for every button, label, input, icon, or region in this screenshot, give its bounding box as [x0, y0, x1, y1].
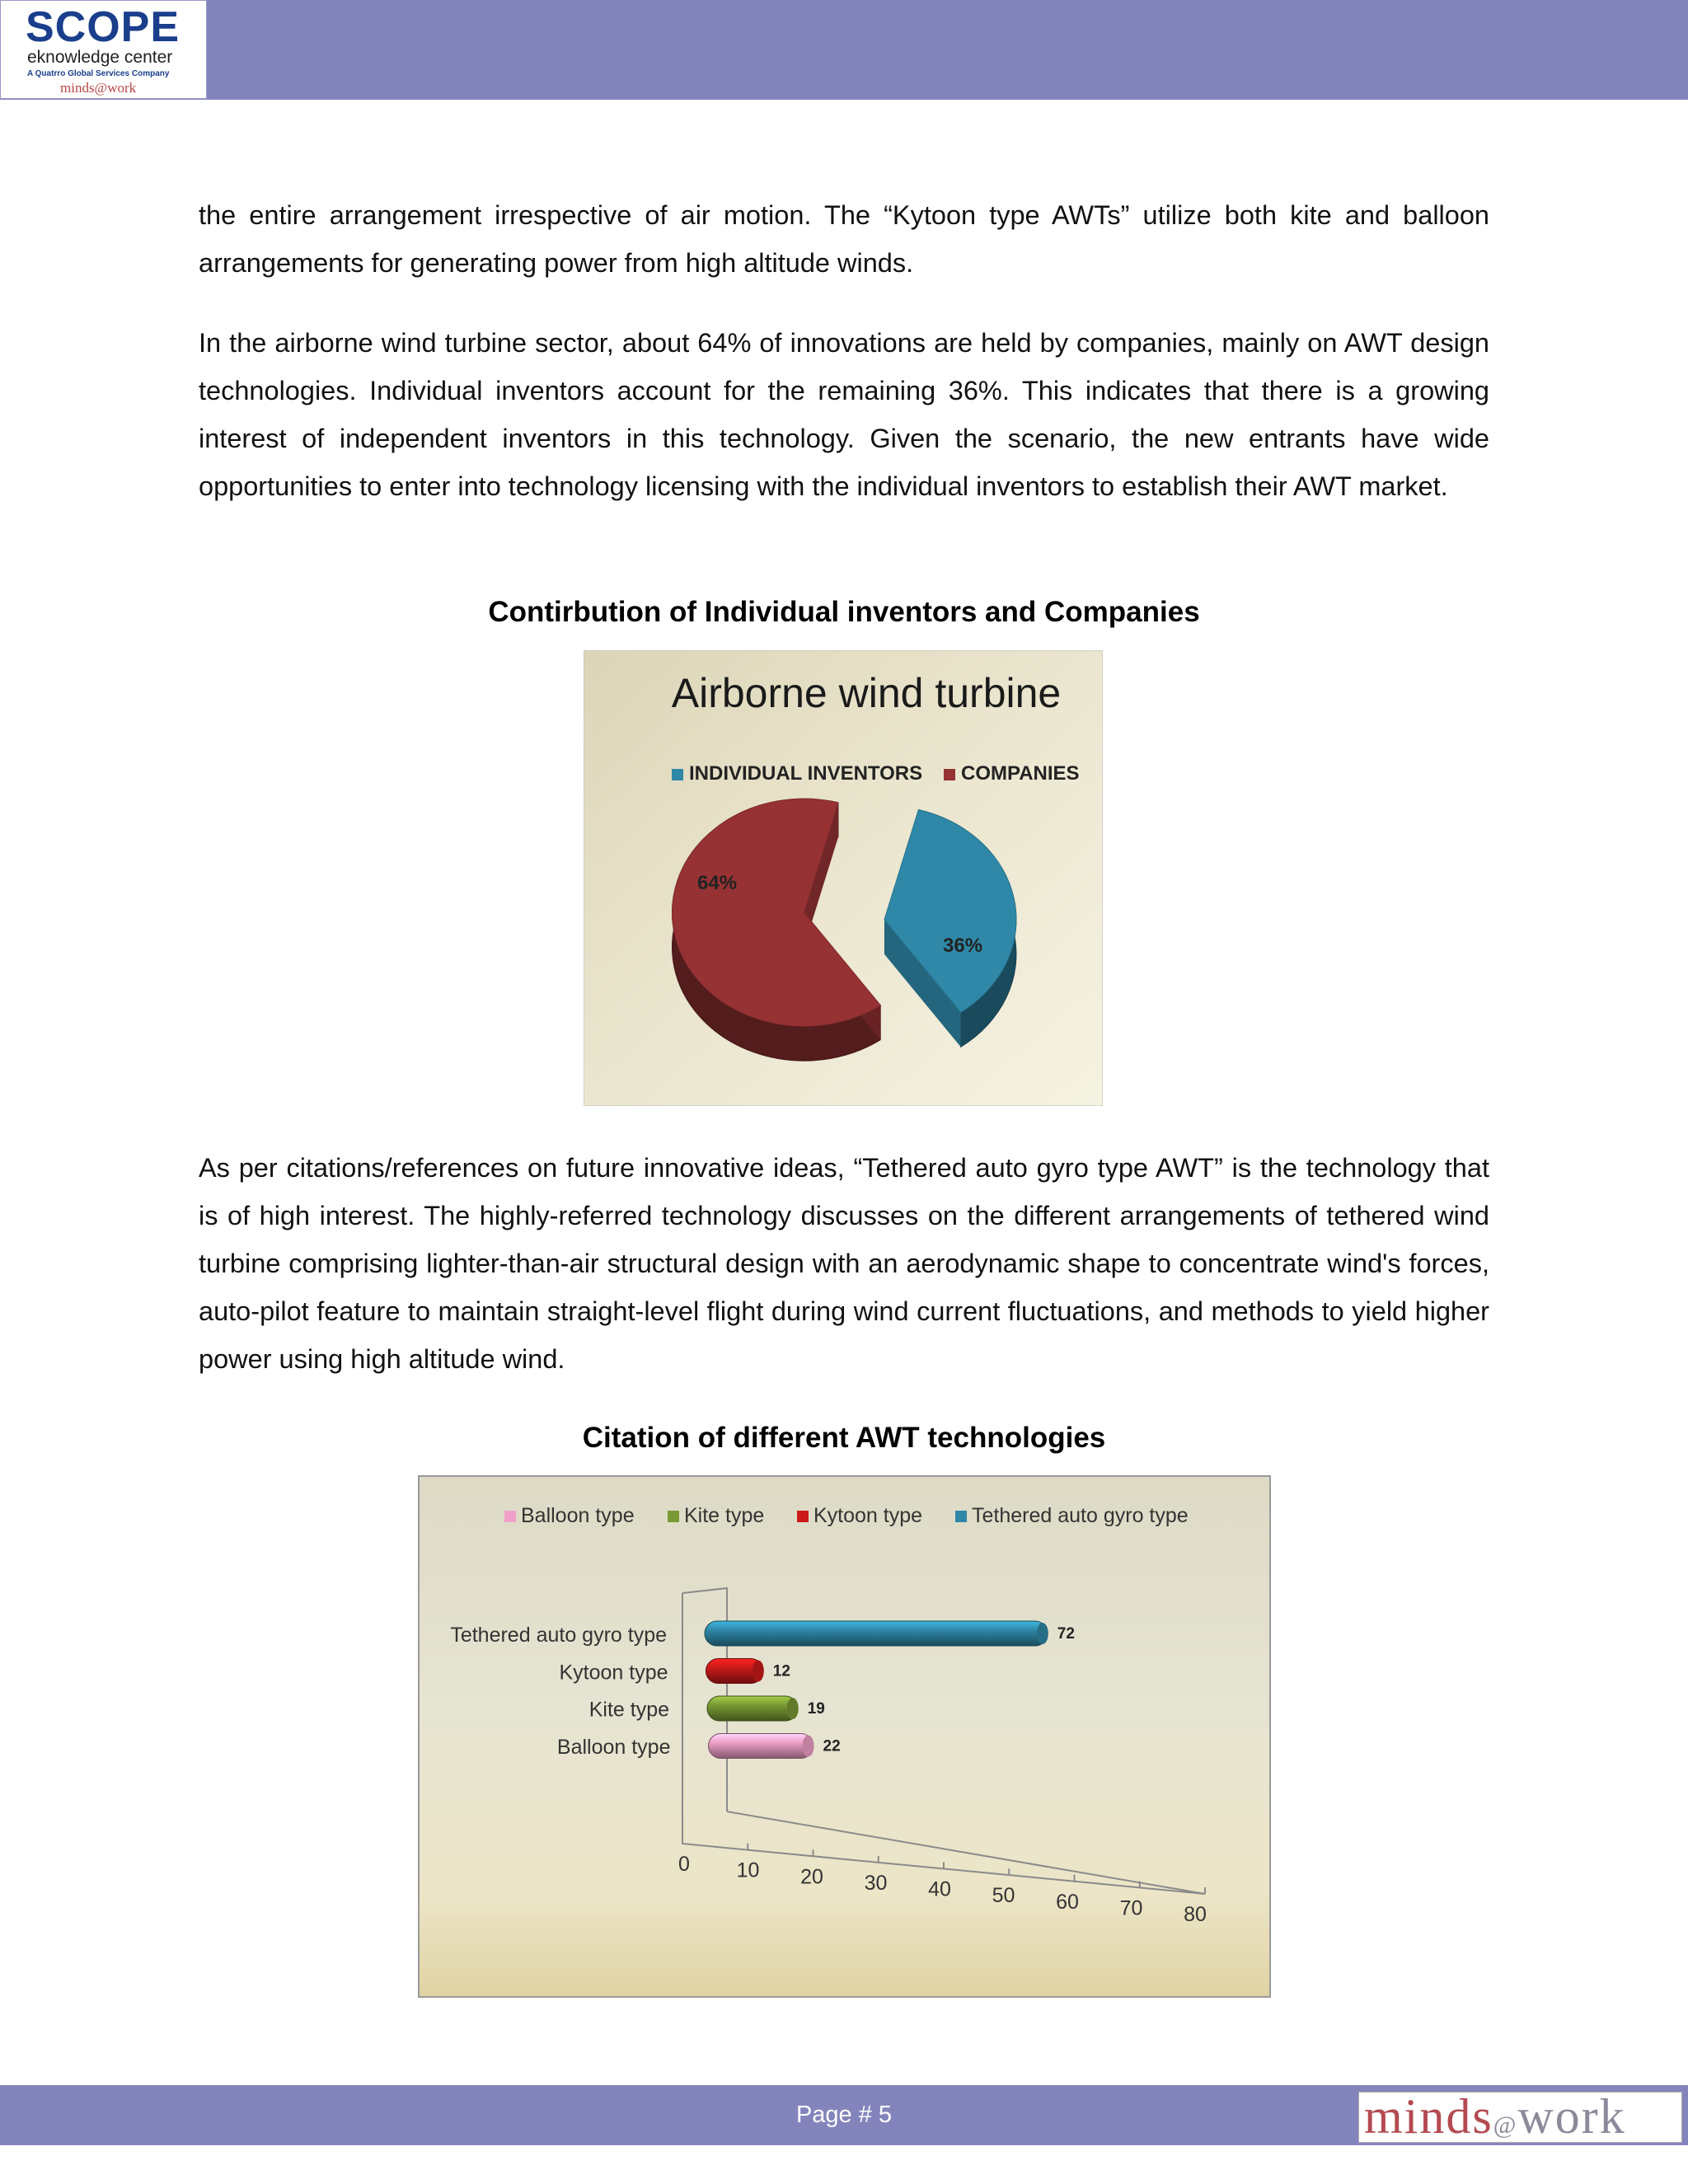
- bar-x-tick-label-5: 50: [992, 1884, 1015, 1908]
- bar-category-label-0: Tethered auto gyro type: [450, 1624, 667, 1647]
- paragraph-1: the entire arrangement irrespective of air motion. The “Kytoon type AWTs” utilize both kite and balloon arrangements for generating power from high altitude winds.: [199, 200, 1489, 278]
- bar-x-tick-label-1: 10: [736, 1858, 760, 1882]
- bar-cap-1: [753, 1661, 764, 1682]
- bar-x-tick-label-6: 60: [1056, 1890, 1079, 1914]
- bar-value-label-1: 12: [772, 1662, 790, 1680]
- bar-category-label-3: Balloon type: [556, 1735, 671, 1759]
- bar-cap-0: [1037, 1623, 1048, 1644]
- paragraph-3: As per citations/references on future innovative ideas, “Tethered auto gyro type AWT” is the technology that is of high interest. The highly-referred technology discusses on the different arrangements of tethered wind turbine comprising lighter-than-air structural design with an aerodynamic shape to concentrate wind's forces, auto-pilot feature to maintain straight-level flight during wind current fluctuations, and methods to yield higher power using high altitude wind.: [199, 1153, 1489, 1374]
- bar-legend-label-0: Balloon type: [521, 1504, 635, 1527]
- paragraph-2: In the airborne wind turbine sector, about 64% of innovations are held by companies, mainly on AWT design technologies. Individual inventors account for the remaining 36%. This indicates that there is a growing interest of independent inventors in this technology. Given the scenario, the new entrants have wide opportunities to enter into technology licensing with the individual inventors to establish their AWT market.: [199, 328, 1489, 501]
- bar-x-tick-label-2: 20: [800, 1865, 823, 1889]
- bar-legend-swatch-1: [668, 1511, 679, 1522]
- pie-chart-title: Airborne wind turbine: [671, 670, 1062, 716]
- bar-legend-label-1: Kite type: [684, 1504, 765, 1527]
- bar-2: [707, 1696, 798, 1721]
- bar-legend-label-3: Tethered auto gyro type: [972, 1504, 1189, 1527]
- bar-category-label-1: Kytoon type: [559, 1661, 668, 1685]
- pie-value-label-individual: 36%: [943, 935, 983, 957]
- logo-tagline: eknowledge center: [27, 48, 173, 67]
- pie-legend-swatch-individual: [672, 769, 683, 780]
- bar-legend-swatch-2: [797, 1511, 809, 1522]
- bar-value-label-3: 22: [823, 1737, 841, 1755]
- bar-legend-label-2: Kytoon type: [814, 1504, 923, 1527]
- logo-brand: minds@work: [60, 80, 137, 96]
- bar-cap-2: [787, 1698, 799, 1719]
- pie-legend-swatch-companies: [944, 769, 955, 780]
- bar-cap-3: [803, 1736, 814, 1757]
- scope-logo: [0, 0, 207, 99]
- bar-x-tick-label-8: 80: [1184, 1903, 1207, 1926]
- bar-value-label-2: 19: [807, 1700, 825, 1718]
- pie-chart-caption: Contirbution of Individual inventors and Companies: [488, 596, 1200, 628]
- bar-legend-swatch-3: [955, 1511, 967, 1522]
- bar-x-tick-label-4: 40: [928, 1877, 951, 1901]
- pie-chart: [584, 650, 1103, 1106]
- bar-value-label-0: 72: [1057, 1625, 1075, 1643]
- pie-legend-label-individual: INDIVIDUAL INVENTORS: [689, 762, 923, 785]
- bar-x-tick-label-0: 0: [678, 1853, 690, 1876]
- pie-legend-label-companies: COMPANIES: [961, 762, 1080, 785]
- footer-logo-part-b: work: [1517, 2089, 1626, 2144]
- bar-3: [709, 1734, 814, 1759]
- footer-logo: [1358, 2089, 1682, 2144]
- bar-chart: [418, 1475, 1271, 1998]
- bar-x-tick-label-7: 70: [1119, 1896, 1143, 1920]
- header-bar: [0, 0, 1688, 100]
- bar-0: [705, 1621, 1048, 1646]
- pie-value-label-companies: 64%: [697, 872, 738, 894]
- bar-chart-caption: Citation of different AWT technologies: [582, 1422, 1106, 1454]
- page-number: Page # 5: [795, 2102, 893, 2128]
- footer-logo-part-a: minds: [1364, 2089, 1493, 2144]
- footer-bar: [0, 2085, 1688, 2145]
- bar-category-label-2: Kite type: [588, 1698, 669, 1722]
- logo-subtitle: A Quatrro Global Services Company: [27, 69, 170, 78]
- logo-scope-text: SCOPE: [26, 3, 181, 51]
- bar-x-tick-label-3: 30: [864, 1871, 888, 1895]
- footer-logo-at: @: [1493, 2111, 1518, 2139]
- bar-legend-swatch-0: [504, 1511, 516, 1522]
- bar-legend: [504, 1504, 1189, 1527]
